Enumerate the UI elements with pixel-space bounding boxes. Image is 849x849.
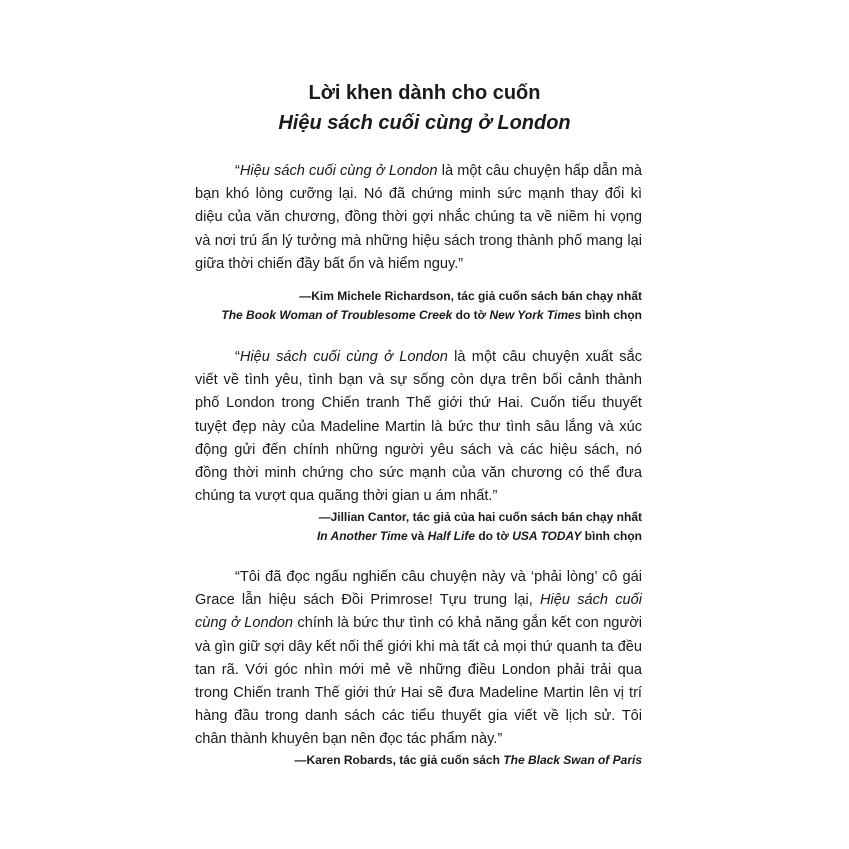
heading-line-1: Lời khen dành cho cuốn — [308, 82, 541, 104]
quote-3-book-title: Hiệu sách cuối cùng ở London — [195, 592, 642, 632]
quote-2 — [195, 346, 642, 508]
quote-1-attribution-line-1: —Kim Michele Richardson, tác giả cuốn sách bán chạy nhất — [299, 289, 642, 303]
quote-1-attribution — [221, 287, 642, 325]
quote-3-attribution-line-1: —Karen Robards, tác giả cuốn sách The Black Swan of Paris — [294, 753, 642, 767]
page-heading — [0, 78, 849, 138]
quote-2-attribution-line-2: In Another Time và Half Life do tờ USA TODAY bình chọn — [316, 529, 642, 543]
heading-line-2-book-title: Hiệu sách cuối cùng ở London — [278, 112, 571, 134]
quote-1 — [195, 160, 642, 276]
quote-1-text: “Hiệu sách cuối cùng ở London là một câu chuyện hấp dẫn mà bạn khó lòng cưỡng lại. Nó đã chứng minh sức mạnh thay đổi kì diệu của văn chương, đồng thời gợi nhắc chúng ta về niềm hi vọng và nơi trú ẩn lý tưởng mà những hiệu sách trong thành phố mang lại giữa thời chiến đầy bất ổn và hiểm nguy.” — [195, 163, 642, 272]
quote-2-attribution-line-1: —Jillian Cantor, tác giả của hai cuốn sách bán chạy nhất — [318, 510, 642, 524]
quote-3-text: “Tôi đã đọc ngấu nghiến câu chuyện này và ‘phải lòng’ cô gái Grace lẫn hiệu sách Đồi Primrose! Tựu trung lại, Hiệu sách cuối cùng ở London chính là bức thư tình có khả năng gắn kết con người và gìn giữ sợi dây kết nối thế giới khi mà tất cả mọi thứ quanh ta đều tan rã. Với góc nhìn mới mẻ về những điều London phải trải qua trong Chiến tranh Thế giới thứ Hai sẽ đưa Madeline Martin lên vị trí hàng đầu trong danh sách các tiểu thuyết gia viết về lịch sử. Tôi chân thành khuyên bạn nên đọc tác phẩm này.” — [195, 569, 643, 748]
quote-2-text: “Hiệu sách cuối cùng ở London là một câu chuyện xuất sắc viết về tình yêu, tình bạn và sự sống còn dựa trên bối cảnh thành phố London trong Chiến tranh Thế giới thứ Hai. Cuốn tiểu thuyết tuyệt đẹp này của Madeline Martin là bức thư tình sâu lắng và xúc động gửi đến chính những người yêu sách và các hiệu sách, nó đồng thời minh chứng cho sức mạnh của văn chương có thể đưa chúng ta vượt qua quãng thời gian u ám nhất.” — [195, 349, 642, 505]
quote-2-attribution — [317, 508, 642, 546]
quote-1-attribution-line-2: The Book Woman of Troublesome Creek do tờ New York Times bình chọn — [221, 308, 642, 322]
quote-3 — [195, 566, 642, 752]
quote-3-attribution — [295, 751, 642, 770]
quote-2-book-title: Hiệu sách cuối cùng ở London — [239, 349, 448, 365]
quote-1-book-title: Hiệu sách cuối cùng ở London — [239, 163, 438, 179]
